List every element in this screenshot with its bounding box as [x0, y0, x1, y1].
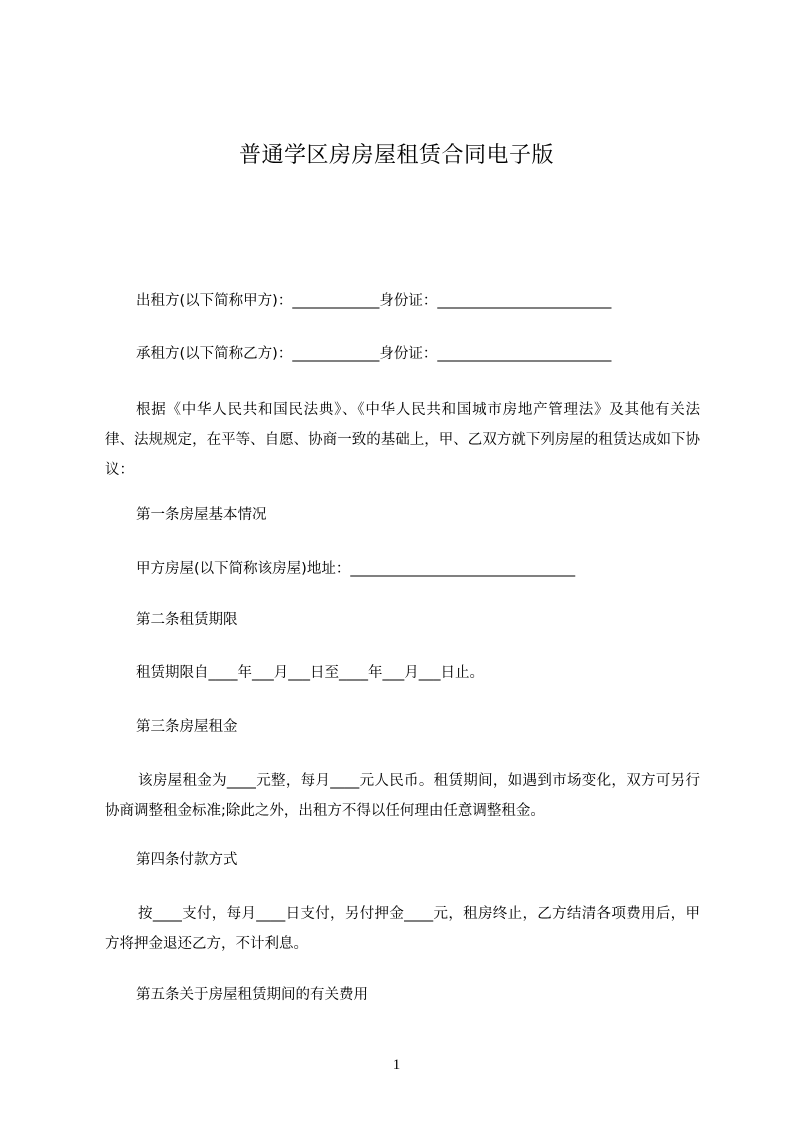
article5-heading: 第五条关于房屋租赁期间的有关费用 — [136, 987, 368, 1003]
article1-heading: 第一条房屋基本情况 — [136, 507, 267, 523]
preamble-paragraph: 根据《中华人民共和国民法典》、《中华人民共和国城市房地产管理法》及其他有关法律、法规规定，在平等、自愿、协商一致的基础上，甲、乙双方就下列房屋的租赁达成如下协议： — [105, 402, 700, 478]
article2-heading: 第二条租赁期限 — [136, 612, 238, 628]
article2-text: 租赁期限自____年___月___日至____年___月___日止。 — [136, 665, 484, 681]
article3-text: 该房屋租金为____元整，每月____元人民币。租赁期间，如遇到市场变化，双方可另行协商调整租金标准;除此之外，出租方不得以任何理由任意调整租金。 — [105, 773, 700, 819]
document-title: 普通学区房房屋租赁合同电子版 — [238, 143, 554, 168]
lessee-line: 承租方(以下简称乙方)：____________身份证：________________________ — [136, 346, 612, 362]
article4-text: 按____支付，每月____日支付，另付押金____元，租房终止，乙方结清各项费用后，甲方将押金退还乙方，不计利息。 — [105, 906, 700, 952]
page-number: 1 — [392, 1057, 401, 1073]
article4-heading: 第四条付款方式 — [136, 852, 238, 868]
article3-heading: 第三条房屋租金 — [136, 719, 238, 735]
lessor-line: 出租方(以下简称甲方)：____________身份证：________________________ — [136, 293, 612, 309]
article1-text: 甲方房屋(以下简称该房屋)地址：_______________________________ — [136, 561, 576, 577]
